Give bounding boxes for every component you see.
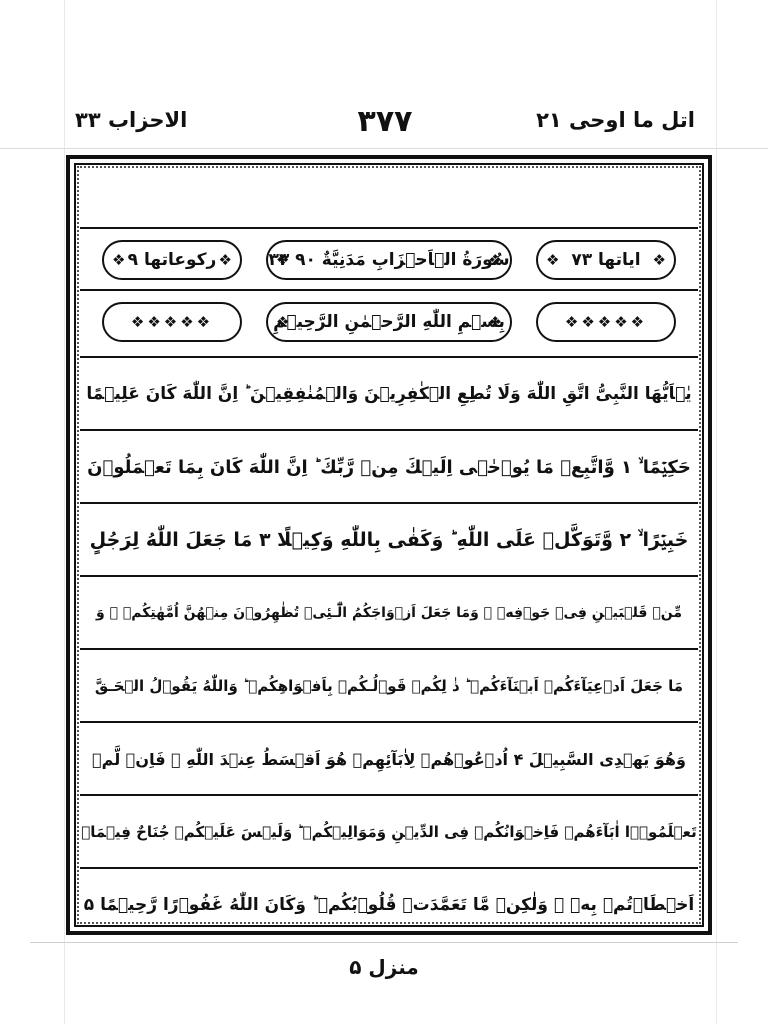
ruku-label: ❖ رکوعاتها ۹ xyxy=(127,250,217,270)
verse-line: يٰۤاَيُّهَا النَّبِىُّ اتَّقِ اللّٰهَ وَلَا تُطِعِ الۡكٰفِرِيۡنَ وَالۡمُنٰفِقِيۡنَ ؕ اِنَّ اللّٰهَ كَانَ عَلِيۡمًا xyxy=(80,356,698,430)
verse-line: خَبِيۡرًا ۙ‏ ۲ وَّتَوَكَّلۡ عَلَى اللّٰهِ ؕ وَكَفٰى بِاللّٰهِ وَكِيۡلًا‏ ۳ مَا جَعَلَ اللّٰهُ لِرَجُلٍ xyxy=(80,502,698,576)
header-guide xyxy=(0,148,768,149)
verse-line: حَكِيۡمًا ۙ‏ ۱ وَّاتَّبِعۡ مَا يُوۡحٰۤى اِلَيۡكَ مِنۡ رَّبِّكَ ؕ اِنَّ اللّٰهَ كَانَ بِمَا تَعۡمَلُوۡنَ xyxy=(80,429,698,503)
footer-divider xyxy=(30,942,738,943)
verse-line: تَعۡلَمُوۡۤا اٰبَآءَهُمۡ فَاِخۡوَانُكُمۡ فِى الدِّيۡنِ وَمَوَالِيۡكُمۡ ؕ وَلَيۡسَ عَلَيۡكُمۡ جُنَاحٌ فِيۡمَاۤ xyxy=(80,794,698,868)
verse-line: اَخۡطَاۡتُمۡ بِهٖ ۙ وَلٰكِنۡ مَّا تَعَمَّدَتۡ قُلُوۡبُكُمۡ ؕ وَكَانَ اللّٰهُ غَفُوۡرًا رَّحِيۡمًا‏ ۵ xyxy=(80,867,698,941)
blank-top-row xyxy=(80,169,698,229)
ornament-icon: ❖❖❖❖❖ xyxy=(130,313,214,331)
manzil-label: منزل ۵ xyxy=(349,955,419,979)
ruku-cartouche xyxy=(102,240,242,280)
ornament-icon: ❖❖❖❖❖ xyxy=(564,313,648,331)
ornament-right xyxy=(536,302,676,342)
ornament-left xyxy=(102,302,242,342)
frame-content xyxy=(80,169,698,921)
page-frame xyxy=(66,155,712,935)
ayat-label: ❖ ایاتها ۷۳ xyxy=(571,250,641,270)
bismillah-cartouche xyxy=(266,302,512,342)
surah-title-cartouche xyxy=(266,240,512,280)
juz-label: اتل ما اوحی ۲۱ xyxy=(536,108,695,132)
verse-line: مَا جَعَلَ اَدۡعِيَآءَكُمۡ اَبۡنَآءَكُمۡ ؕ ذٰ لِكُمۡ قَوۡلُـكُمۡ بِاَفۡوَاهِكُمۡ ؕ وَاللّٰهُ يَقُوۡلُ الۡحَـقَّ xyxy=(80,648,698,722)
page-guide-right xyxy=(716,0,717,1024)
surah-title: ❖ ۳۳ سُورَةُ الۡاَحۡزَابِ مَدَنِيَّةٌ ۹۰ xyxy=(268,250,510,270)
verse-line: مِّنۡ قَلۡبَيۡنِ فِىۡ جَوۡفِهٖ ۚ وَمَا جَعَلَ اَزۡوَاجَكُمُ الّٰٓـئِىۡ تُظٰهِرُوۡنَ مِنۡهُنَّ اُمَّهٰتِكُمۡ ۚ وَ xyxy=(80,575,698,649)
page-guide-left xyxy=(64,0,65,1024)
bismillah: ❖ بِسۡمِ اللّٰهِ الرَّحۡمٰنِ الرَّحِيۡمِ xyxy=(273,312,505,332)
bismillah-row xyxy=(80,299,698,345)
page-number: ۳۷۷ xyxy=(357,104,413,139)
verse-line: وَهُوَ يَهۡدِى السَّبِيۡلَ‏ ۴ اُدۡعُوۡهُمۡ لِاٰبَآئِهِمۡ هُوَ اَقۡسَطُ عِنۡدَ اللّٰهِ ۚ فَاِنۡ لَّمۡ xyxy=(80,721,698,795)
page-header xyxy=(75,104,695,144)
surah-label: الاحزاب ۳۳ xyxy=(75,108,188,132)
ayat-cartouche xyxy=(536,240,676,280)
surah-info-row xyxy=(80,237,698,283)
divider xyxy=(80,289,698,291)
